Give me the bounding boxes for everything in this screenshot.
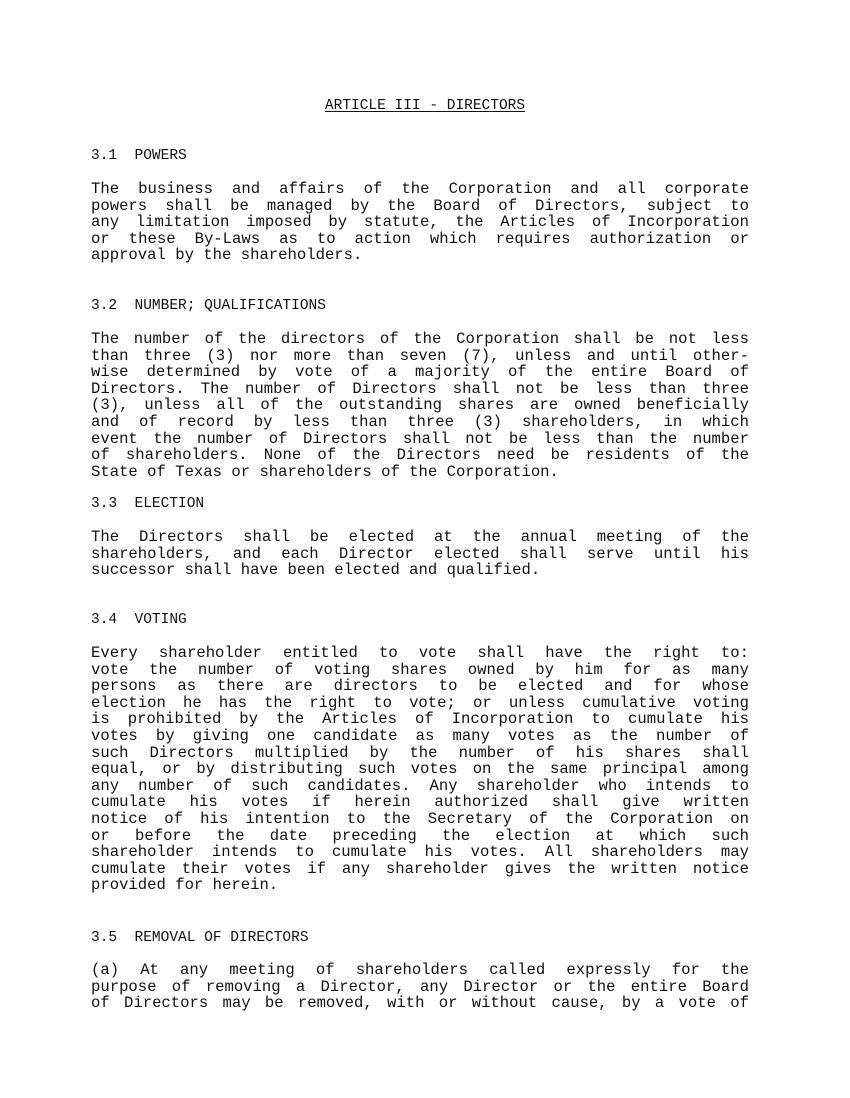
body-line: and of record by less than three (3) shareholders, in which (91, 412, 749, 431)
article-title (0, 97, 850, 115)
body-line: The Directors shall be elected at the annual meeting of the (91, 528, 749, 546)
body-line: any limitation imposed by statute, the Articles of Incorporation (91, 213, 749, 232)
body-line: approval by the shareholders. (91, 246, 363, 265)
body-line: than three (3) nor more than seven (7), unless and until other- (91, 346, 749, 365)
section-body-number-qualifications (91, 331, 749, 480)
section-heading-number-qualifications: 3.2 NUMBER; QUALIFICATIONS (91, 298, 326, 314)
body-line: such Directors multiplied by the number of his shares shall (91, 743, 749, 762)
body-line: (a) At any meeting of shareholders called expressly for the (91, 961, 749, 979)
body-line: wise determined by vote of a majority of the entire Board of (91, 363, 749, 382)
body-line: equal, or by distributing such votes on the same principal among (91, 760, 749, 779)
section-heading-removal-of-directors: 3.5 REMOVAL OF DIRECTORS (91, 930, 309, 946)
body-line: notice of his intention to the Secretary of the Corporation on (91, 809, 749, 828)
body-line: of Directors may be removed, with or without cause, by a vote of (91, 994, 749, 1013)
body-line: election he has the right to vote; or unless cumulative voting (91, 693, 749, 712)
body-line: any number of such candidates. Any shareholder who intends to (91, 776, 749, 795)
section-heading-voting: 3.4 VOTING (91, 612, 187, 628)
article-title-text: ARTICLE III - DIRECTORS (324, 98, 526, 114)
body-line: The business and affairs of the Corporation and all corporate (91, 180, 749, 198)
body-line: (3), unless all of the outstanding shares are owned beneficially (91, 396, 749, 415)
body-line: Every shareholder entitled to vote shall have the right to: (91, 644, 749, 662)
body-line: Directors. The number of Directors shall not be less than three (91, 379, 749, 398)
section-body-powers (91, 181, 749, 264)
section-heading-election: 3.3 ELECTION (91, 496, 205, 512)
body-line: cumulate their votes if any shareholder gives the written notice (91, 859, 749, 878)
body-line: or before the date preceding the election at which such (91, 826, 749, 845)
body-line: State of Texas or shareholders of the Corporation. (91, 462, 559, 481)
body-line: persons as there are directors to be elected and for whose (91, 677, 749, 696)
body-line: or these By-Laws as to action which requires authorization or (91, 229, 749, 248)
body-line: shareholder intends to cumulate his votes. All shareholders may (91, 843, 749, 862)
body-line: successor shall have been elected and qualified. (91, 561, 541, 580)
body-line: purpose of removing a Director, any Director or the entire Board (91, 977, 749, 996)
body-line: of shareholders. None of the Directors need be residents of the (91, 446, 749, 465)
body-line: powers shall be managed by the Board of Directors, subject to (91, 196, 749, 215)
section-heading-powers: 3.1 POWERS (91, 148, 187, 164)
body-line: cumulate his votes if herein authorized shall give written (91, 793, 749, 812)
section-body-removal-of-directors (91, 962, 749, 1012)
body-line: provided for herein. (91, 876, 279, 895)
body-line: votes by giving one candidate as many votes as the number of (91, 726, 749, 745)
body-line: is prohibited by the Articles of Incorporation to cumulate his (91, 710, 749, 729)
section-body-election (91, 529, 749, 579)
body-line: vote the number of voting shares owned by him for as many (91, 660, 749, 679)
body-line: The number of the directors of the Corporation shall be not less (91, 330, 749, 348)
section-body-voting (91, 645, 749, 894)
body-line: event the number of Directors shall not be less than the number (91, 429, 749, 448)
body-line: shareholders, and each Director elected shall serve until his (91, 544, 749, 563)
